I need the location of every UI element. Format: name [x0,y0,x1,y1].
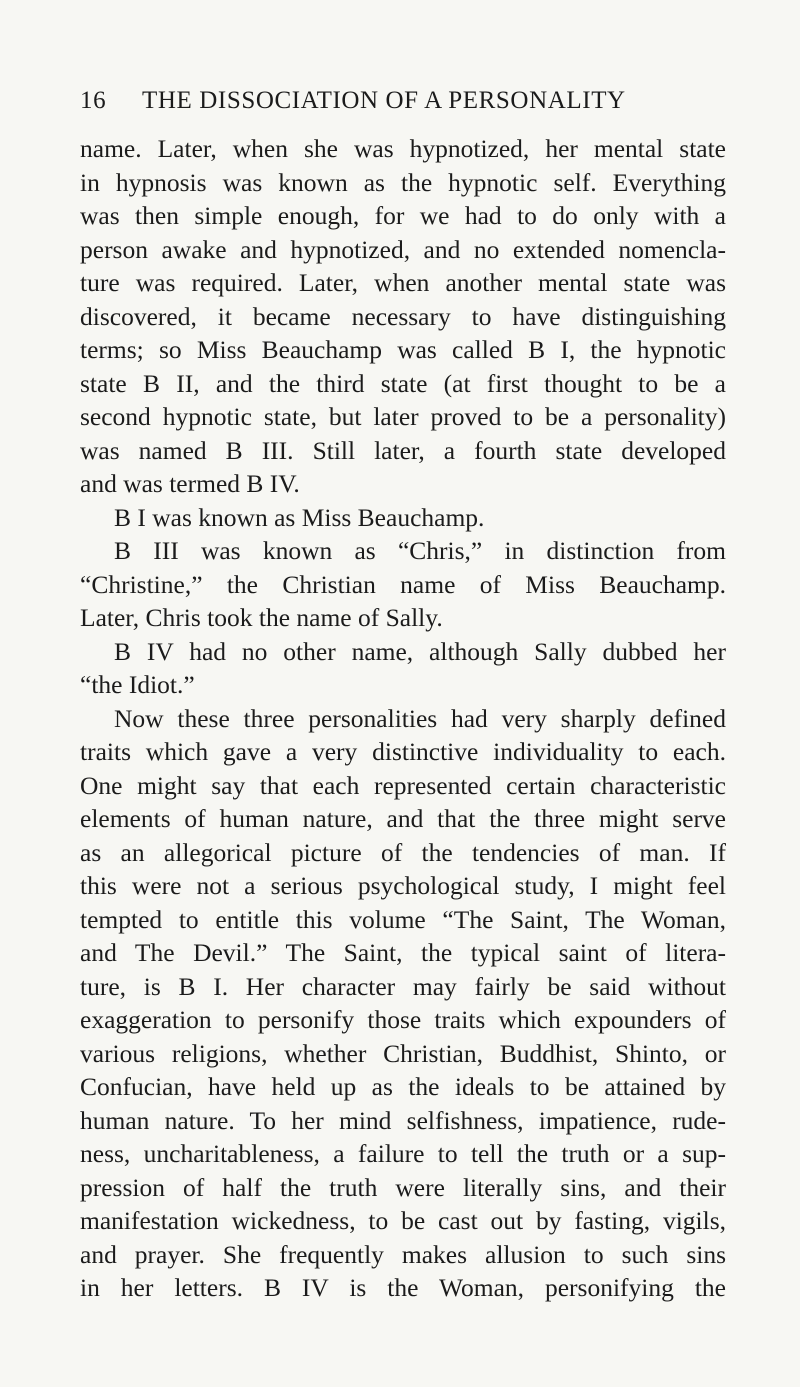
text-line: state B II, and the third state (at first thought to be a [80,368,726,398]
text-line: One might say that each represented certain characteristic [80,770,726,800]
text-line: as an allegorical picture of the tendencies of man. If [80,837,726,867]
text-line: pression of half the truth were literally sins, and their [80,1172,726,1202]
text-line: ture, is B I. Her character may fairly be said without [80,971,726,1001]
text-line: human nature. To her mind selfishness, impatience, rude- [80,1105,726,1135]
text-line: in her letters. B IV is the Woman, personifying the [80,1273,726,1302]
text-line: tempted to entitle this volume “The Saint, The Woman, [80,904,726,934]
text-line: and was termed B IV. [80,469,300,498]
text-line: Later, Chris took the name of Sally. [80,603,443,632]
text-line: elements of human nature, and that the three might serve [80,804,726,833]
text-line: was then simple enough, for we had to do only with a [80,201,726,230]
text-line: this were not a serious psychological study, I might feel [80,871,726,900]
running-title: THE DISSOCIATION OF A PERSONALITY [142,87,626,114]
text-line: was named B III. Still later, a fourth state developed [80,435,726,465]
text-line: B IV had no other name, although Sally dubbed her [114,636,726,666]
text-line: person awake and hypnotized, and no extended nomencla- [80,234,726,264]
text-line: ness, uncharitableness, a failure to tell the truth or a sup- [80,1139,726,1168]
text-line: B III was known as “Chris,” in distinction from [114,536,726,565]
text-line: B I was known as Miss Beauchamp. [114,502,485,532]
text-line: ture was required. Later, when another mental state was [80,268,726,297]
text-line: second hypnotic state, but later proved to be a personality) [80,402,726,431]
text-line: “the Idiot.” [80,670,195,699]
text-line: name. Later, when she was hypnotized, her mental state [80,134,726,163]
text-line: manifestation wickedness, to be cast out by fasting, vigils, [80,1206,726,1235]
text-line: “Christine,” the Christian name of Miss Beauchamp. [80,569,726,599]
text-line: discovered, it became necessary to have distinguishing [80,301,726,331]
text-line: terms; so Miss Beauchamp was called B I, the hypnotic [80,335,726,364]
text-line: and prayer. She frequently makes allusion to such sins [80,1239,726,1269]
text-line: exaggeration to personify those traits which expounders of [80,1005,726,1034]
text-line: and The Devil.” The Saint, the typical saint of litera- [80,938,726,967]
page-number: 16 [80,87,107,114]
body-text [80,132,726,1305]
text-line: Now these three personalities had very sharply defined [114,703,726,733]
text-line: traits which gave a very distinctive individuality to each. [80,737,726,766]
running-head [80,84,720,118]
text-line: Confucian, have held up as the ideals to be attained by [80,1072,726,1101]
text-line: in hypnosis was known as the hypnotic self. Everything [80,167,726,197]
text-line: various religions, whether Christian, Buddhist, Shinto, or [80,1038,726,1068]
